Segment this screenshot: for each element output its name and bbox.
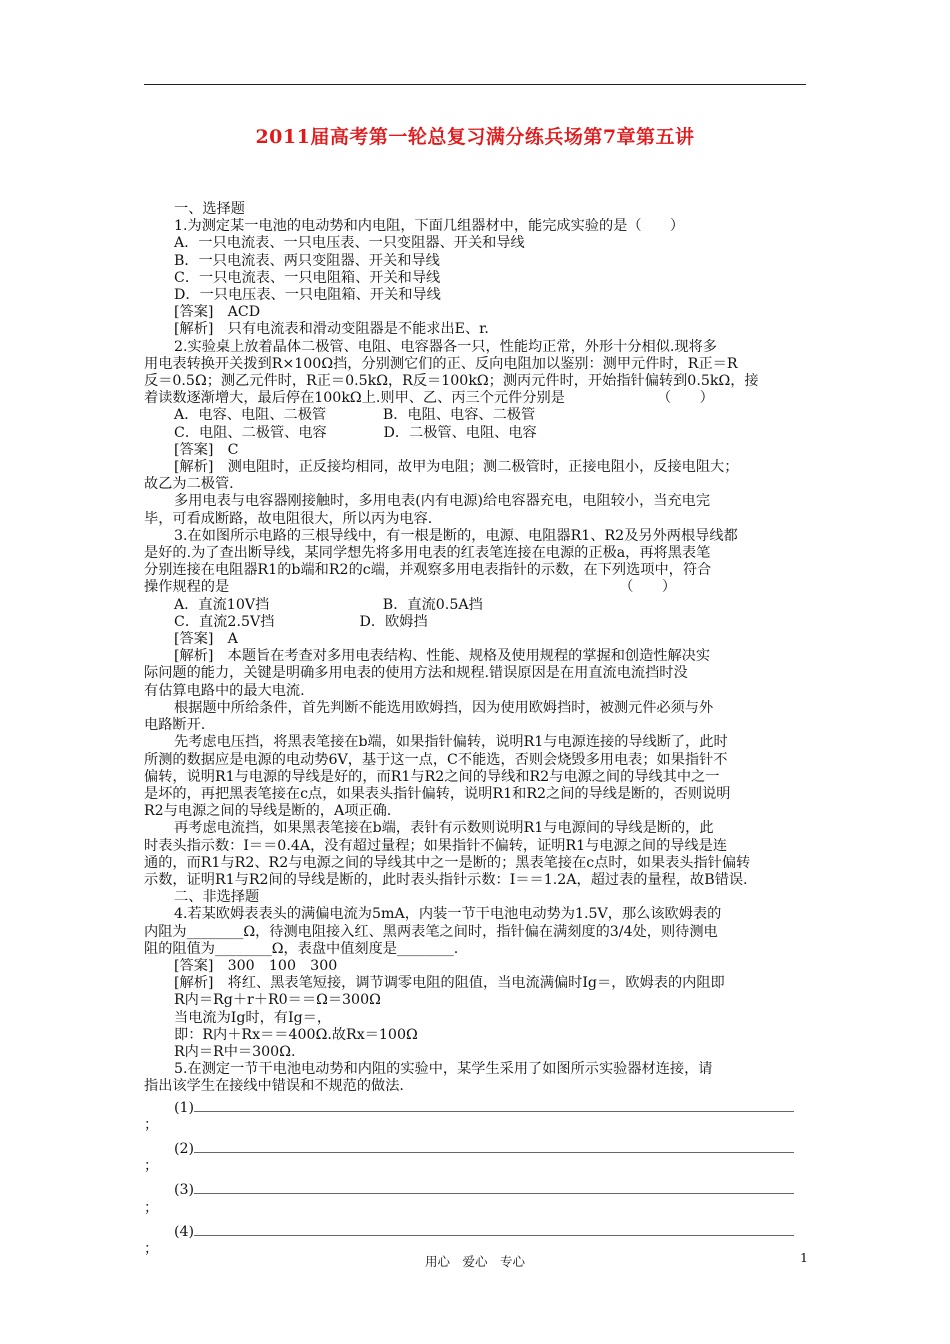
option-line: C．电阻、二极管、电容 D．二极管、电阻、电容: [174, 424, 537, 441]
formula-line: R内＝Rg＋r＋R0＝＝Ω＝300Ω: [174, 992, 381, 1009]
footer-motto: 用心 爱心 专心: [424, 1254, 525, 1269]
answer-line: [答案] C: [174, 441, 239, 458]
header-rule: [144, 84, 806, 85]
text-line: 示数，证明R1与R2间的导线是断的，此时表头指针示数：I＝＝1.2A，超过表的量程，故B错误.: [144, 871, 748, 888]
question-line: 4.若某欧姆表表头的满偏电流为5mA，内装一节干电池电动势为1.5V，那么该欧姆表的: [174, 906, 722, 923]
text-line: 用电表转换开关拨到R×100Ω挡，分别测它们的正、反向电阻加以鉴别：测甲元件时，R正＝R: [144, 355, 738, 372]
text-line: 再考虑电流挡，如果黑表笔接在b端，表针有示数则说明R1与电源间的导线是断的，此: [174, 820, 714, 837]
answer-line: [答案] A: [174, 631, 238, 648]
section-heading: 二、非选择题: [174, 889, 260, 906]
blank-underline: [194, 1139, 794, 1153]
answer-blank-3: [144, 1180, 812, 1199]
section-heading: 一、选择题: [174, 201, 245, 217]
analysis-line: [解析] 将红、黑表笔短接，调节调零电阻的阻值，当电流满偏时Ig＝，欧姆表的内阻即: [174, 975, 725, 992]
text-line: 阻的阻值为________Ω，表盘中值刻度是________.: [144, 940, 459, 957]
page-number: 1: [800, 1250, 808, 1265]
text-line: 分别连接在电阻器R1的b端和R2的c端，并观察多用电表指针的示数，在下列选项中，符合: [144, 562, 712, 579]
option-line: D．一只电压表、一只电阻箱、开关和导线: [174, 287, 441, 304]
question-line: 5.在测定一节干电池电动势和内阻的实验中，某学生采用了如图所示实验器材连接，请: [174, 1061, 713, 1078]
option-line: B．一只电流表、两只变阻器、开关和导线: [174, 252, 440, 269]
option-line: A．直流10V挡 B．直流0.5A挡: [174, 596, 483, 613]
option-line: A．电容、电阻、二极管 B．电阻、电容、二极管: [174, 407, 536, 424]
blank-underline: [194, 1222, 794, 1236]
analysis-line: [解析] 测电阻时，正反接均相同，故甲为电阻；测二极管时，正接电阻小，反接电阻大；: [174, 459, 739, 476]
blank-label: (1): [174, 1099, 195, 1116]
text-line: 先考虑电压挡，将黑表笔接在b端，如果指针偏转，说明R1与电源连接的导线断了，此时: [174, 734, 728, 751]
answer-line: [答案] 300 100 300: [174, 957, 338, 974]
answer-line: [答案] ACD: [174, 304, 261, 321]
blank-label: (4): [174, 1223, 195, 1240]
blank-label: (3): [174, 1182, 195, 1199]
answer-blank-1: [144, 1098, 812, 1117]
blank-label: (2): [174, 1140, 195, 1157]
page-title: 2011届高考第一轮总复习满分练兵场第7章第五讲: [255, 126, 695, 148]
text-line: 偏转，说明R1与电源的导线是好的，而R1与R2之间的导线和R2与电源之间的导线其中之一: [144, 768, 720, 785]
formula-line: 即：R内＋Rx＝＝400Ω.故Rx＝100Ω: [174, 1026, 418, 1043]
text-line: 毕，可看成断路，故电阻很大，所以丙为电容.: [144, 510, 433, 527]
semicolon: ；: [144, 1240, 159, 1257]
text-line: 所测的数据应是电源的电动势6V，基于这一点，C不能选，否则会烧毁多用电表；如果指针不: [144, 751, 728, 768]
document-body: [144, 201, 812, 1258]
question-line: 1.为测定某一电池的电动势和内电阻，下面几组器材中，能完成实验的是（ ）: [174, 218, 685, 235]
text-line: 操作规程的是 （ ）: [144, 579, 677, 596]
text-line: 内阻为________Ω，待测电阻接入红、黑两表笔之间时，指针偏在满刻度的3/4处，则待测电: [144, 923, 718, 940]
formula-line: R内＝R中＝300Ω.: [174, 1043, 296, 1060]
option-line: C．一只电流表、一只电阻箱、开关和导线: [174, 269, 441, 286]
semicolon: ；: [144, 1158, 159, 1175]
text-line: 指出该学生在接线中错误和不规范的做法.: [144, 1078, 404, 1095]
text-line: 反＝0.5Ω；测乙元件时，R正＝0.5kΩ，R反＝100kΩ；测丙元件时，开始指针偏转到0.5kΩ，接: [144, 373, 759, 390]
answer-blank-4: [144, 1222, 812, 1241]
text-line: 是坏的，再把黑表笔接在c点，如果表头指针偏转，说明R1和R2之间的导线是断的，否则说明: [144, 785, 731, 802]
blank-underline: [194, 1180, 794, 1194]
analysis-line: [解析] 只有电流表和滑动变阻器是不能求出E、r.: [174, 321, 489, 338]
option-line: C．直流2.5V挡 D．欧姆挡: [174, 613, 428, 630]
blank-underline: [194, 1098, 794, 1112]
text-line: 电路断开.: [144, 717, 206, 734]
analysis-line: [解析] 本题旨在考查对多用电表结构、性能、规格及使用规程的掌握和创造性解决实: [174, 648, 711, 665]
text-line: 是好的.为了查出断导线，某同学想先将多用电表的红表笔连接在电源的正极a，再将黑表笔: [144, 545, 711, 562]
question-line: 3.在如图所示电路的三根导线中，有一根是断的，电源、电阻器R1、R2及另外两根导线都: [174, 527, 738, 544]
text-line: 根据题中所给条件，首先判断不能选用欧姆挡，因为使用欧姆挡时，被测元件必须与外: [174, 699, 714, 716]
text-line: 着读数逐渐增大，最后停在100kΩ上.则甲、乙、丙三个元件分别是 （ ）: [144, 390, 714, 407]
answer-blank-2: [144, 1139, 812, 1158]
text-line: 有估算电路中的最大电流.: [144, 682, 305, 699]
question-line: 2.实验桌上放着晶体二极管、电阻、电容器各一只，性能均正常，外形十分相似.现将多: [174, 338, 717, 355]
text-line: 时表头指示数：I＝＝0.4A，没有超过量程；如果指针不偏转，证明R1与电源之间的导线是连: [144, 837, 728, 854]
text-line: 多用电表与电容器刚接触时，多用电表(内有电源)给电容器充电，电阻较小，当充电完: [174, 493, 711, 510]
formula-line: 当电流为Ig时，有Ig＝，: [174, 1009, 332, 1026]
semicolon: ；: [144, 1199, 159, 1216]
semicolon: ；: [144, 1116, 159, 1133]
option-line: A．一只电流表、一只电压表、一只变阻器、开关和导线: [174, 235, 525, 252]
text-line: 通的，而R1与R2、R2与电源之间的导线其中之一是断的；黑表笔接在c点时，如果表头指针偏转: [144, 854, 751, 871]
text-line: 故乙为二极管.: [144, 476, 234, 493]
text-line: R2与电源之间的导线是断的，A项正确.: [144, 803, 392, 820]
text-line: 际问题的能力，关键是明确多用电表的使用方法和规程.错误原因是在用直流电流挡时没: [144, 665, 688, 682]
